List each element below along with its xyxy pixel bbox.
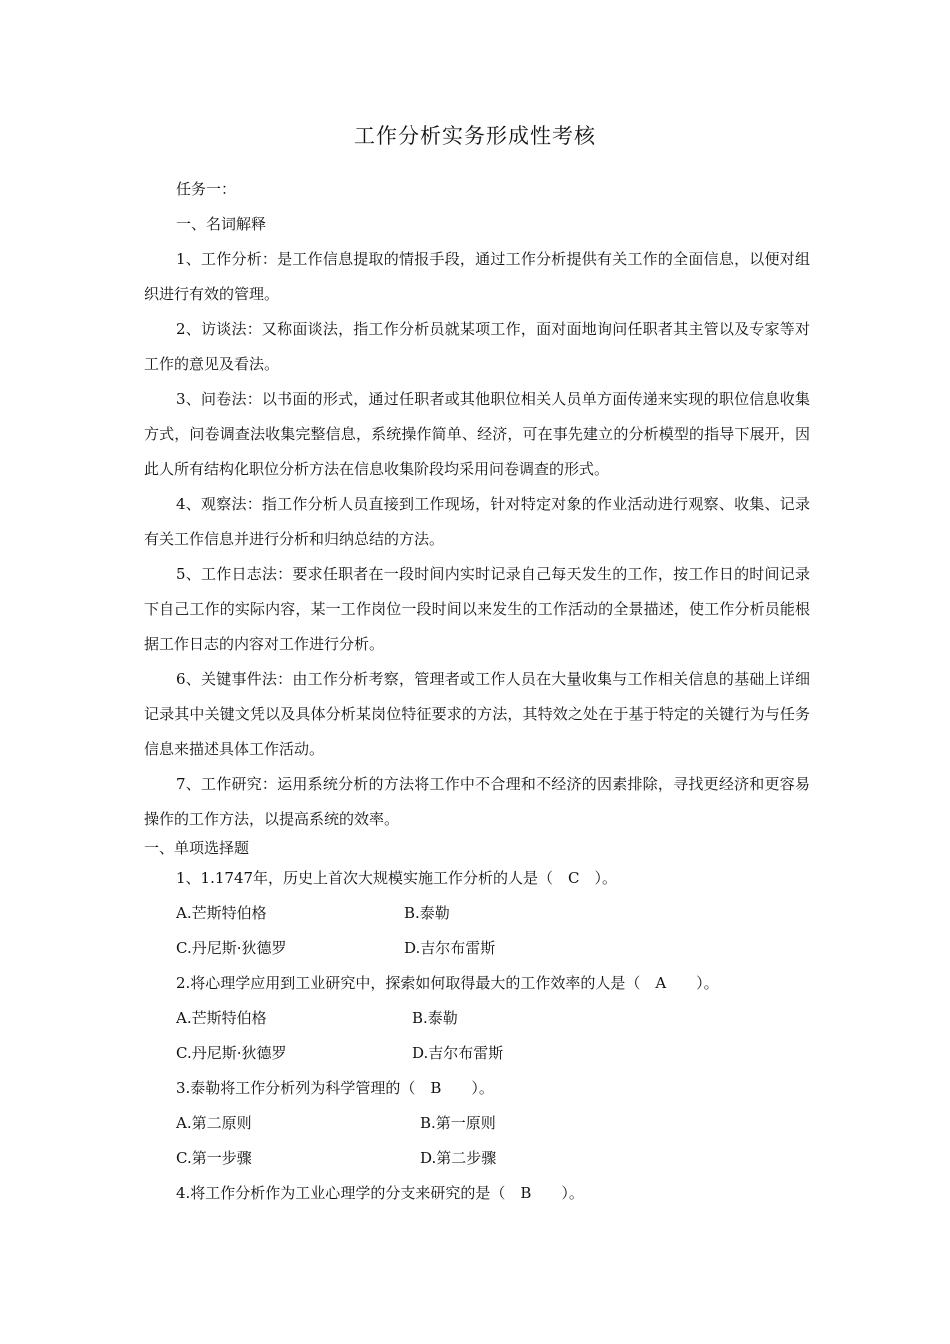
question-options-row [144,1141,810,1176]
option-c: C.丹尼斯·狄德罗 [176,939,287,957]
task-label: 任务一： [176,180,237,198]
term-paragraph: 2、访谈法：又称面谈法，指工作分析员就某项工作，面对面地询问任职者其主管以及专家等对工作的意见及看法。 [144,320,810,373]
option-c: C.第一步骤 [176,1149,252,1167]
option-d: D.第二步骤 [420,1149,497,1167]
document-title: 工作分析实务形成性考核 [354,124,596,148]
question-stem: 2.将心理学应用到工业研究中，探索如何取得最大的工作效率的人是（ A ）。 [176,974,719,992]
term-paragraph: 3、问卷法：以书面的形式，通过任职者或其他职位相关人员单方面传递来实现的职位信息收集方式，问卷调查法收集完整信息，系统操作简单、经济，可在事先建立的分析模型的指导下展开，因此人所有结构化职位分析方法在信息收集阶段均采用问卷调查的形式。 [144,390,810,478]
question-options-row [144,931,810,966]
section-heading-choice: 一、单项选择题 [144,839,250,857]
term-paragraph: 5、工作日志法：要求任职者在一段时间内实时记录自己每天发生的工作，按工作日的时间记录下自己工作的实际内容，某一工作岗位一段时间以来发生的工作活动的全景描述，使工作分析员能根据工作日志的内容对工作进行分析。 [144,565,810,653]
question-stem: 3.泰勒将工作分析列为科学管理的（ B ）。 [176,1079,494,1097]
question-options-row [144,1001,810,1036]
term-paragraph: 1、工作分析：是工作信息提取的情报手段，通过工作分析提供有关工作的全面信息，以便对组织进行有效的管理。 [144,250,810,303]
option-d: D.吉尔布雷斯 [412,1044,504,1062]
term-paragraph: 7、工作研究：运用系统分析的方法将工作中不合理和不经济的因素排除，寻找更经济和更容易操作的工作方法，以提高系统的效率。 [144,775,810,828]
option-b: B.泰勒 [412,1009,458,1027]
question-stem: 1、1.1747年，历史上首次大规模实施工作分析的人是（ C ）。 [176,869,618,887]
question-options-row [144,896,810,931]
question-options-row [144,1106,810,1141]
option-d: D.吉尔布雷斯 [404,939,496,957]
question-options-row [144,1036,810,1071]
option-c: C.丹尼斯·狄德罗 [176,1044,287,1062]
term-paragraph: 4、观察法：指工作分析人员直接到工作现场，针对特定对象的作业活动进行观察、收集、记录有关工作信息并进行分析和归纳总结的方法。 [144,495,810,548]
option-a: A.第二原则 [176,1114,252,1132]
document-body [144,172,810,1211]
option-b: B.第一原则 [420,1114,496,1132]
term-paragraph: 6、关键事件法：由工作分析考察，管理者或工作人员在大量收集与工作相关信息的基础上详细记录其中关键文凭以及具体分析某岗位特征要求的方法，其特效之处在于基于特定的关键行为与任务信息来描述具体工作活动。 [144,670,810,758]
option-a: A.芒斯特伯格 [176,1009,267,1027]
section-heading-terms: 一、名词解释 [176,215,267,233]
question-stem: 4.将工作分析作为工业心理学的分支来研究的是（ B ）。 [176,1184,584,1202]
option-b: B.泰勒 [404,904,450,922]
option-a: A.芒斯特伯格 [176,904,267,922]
